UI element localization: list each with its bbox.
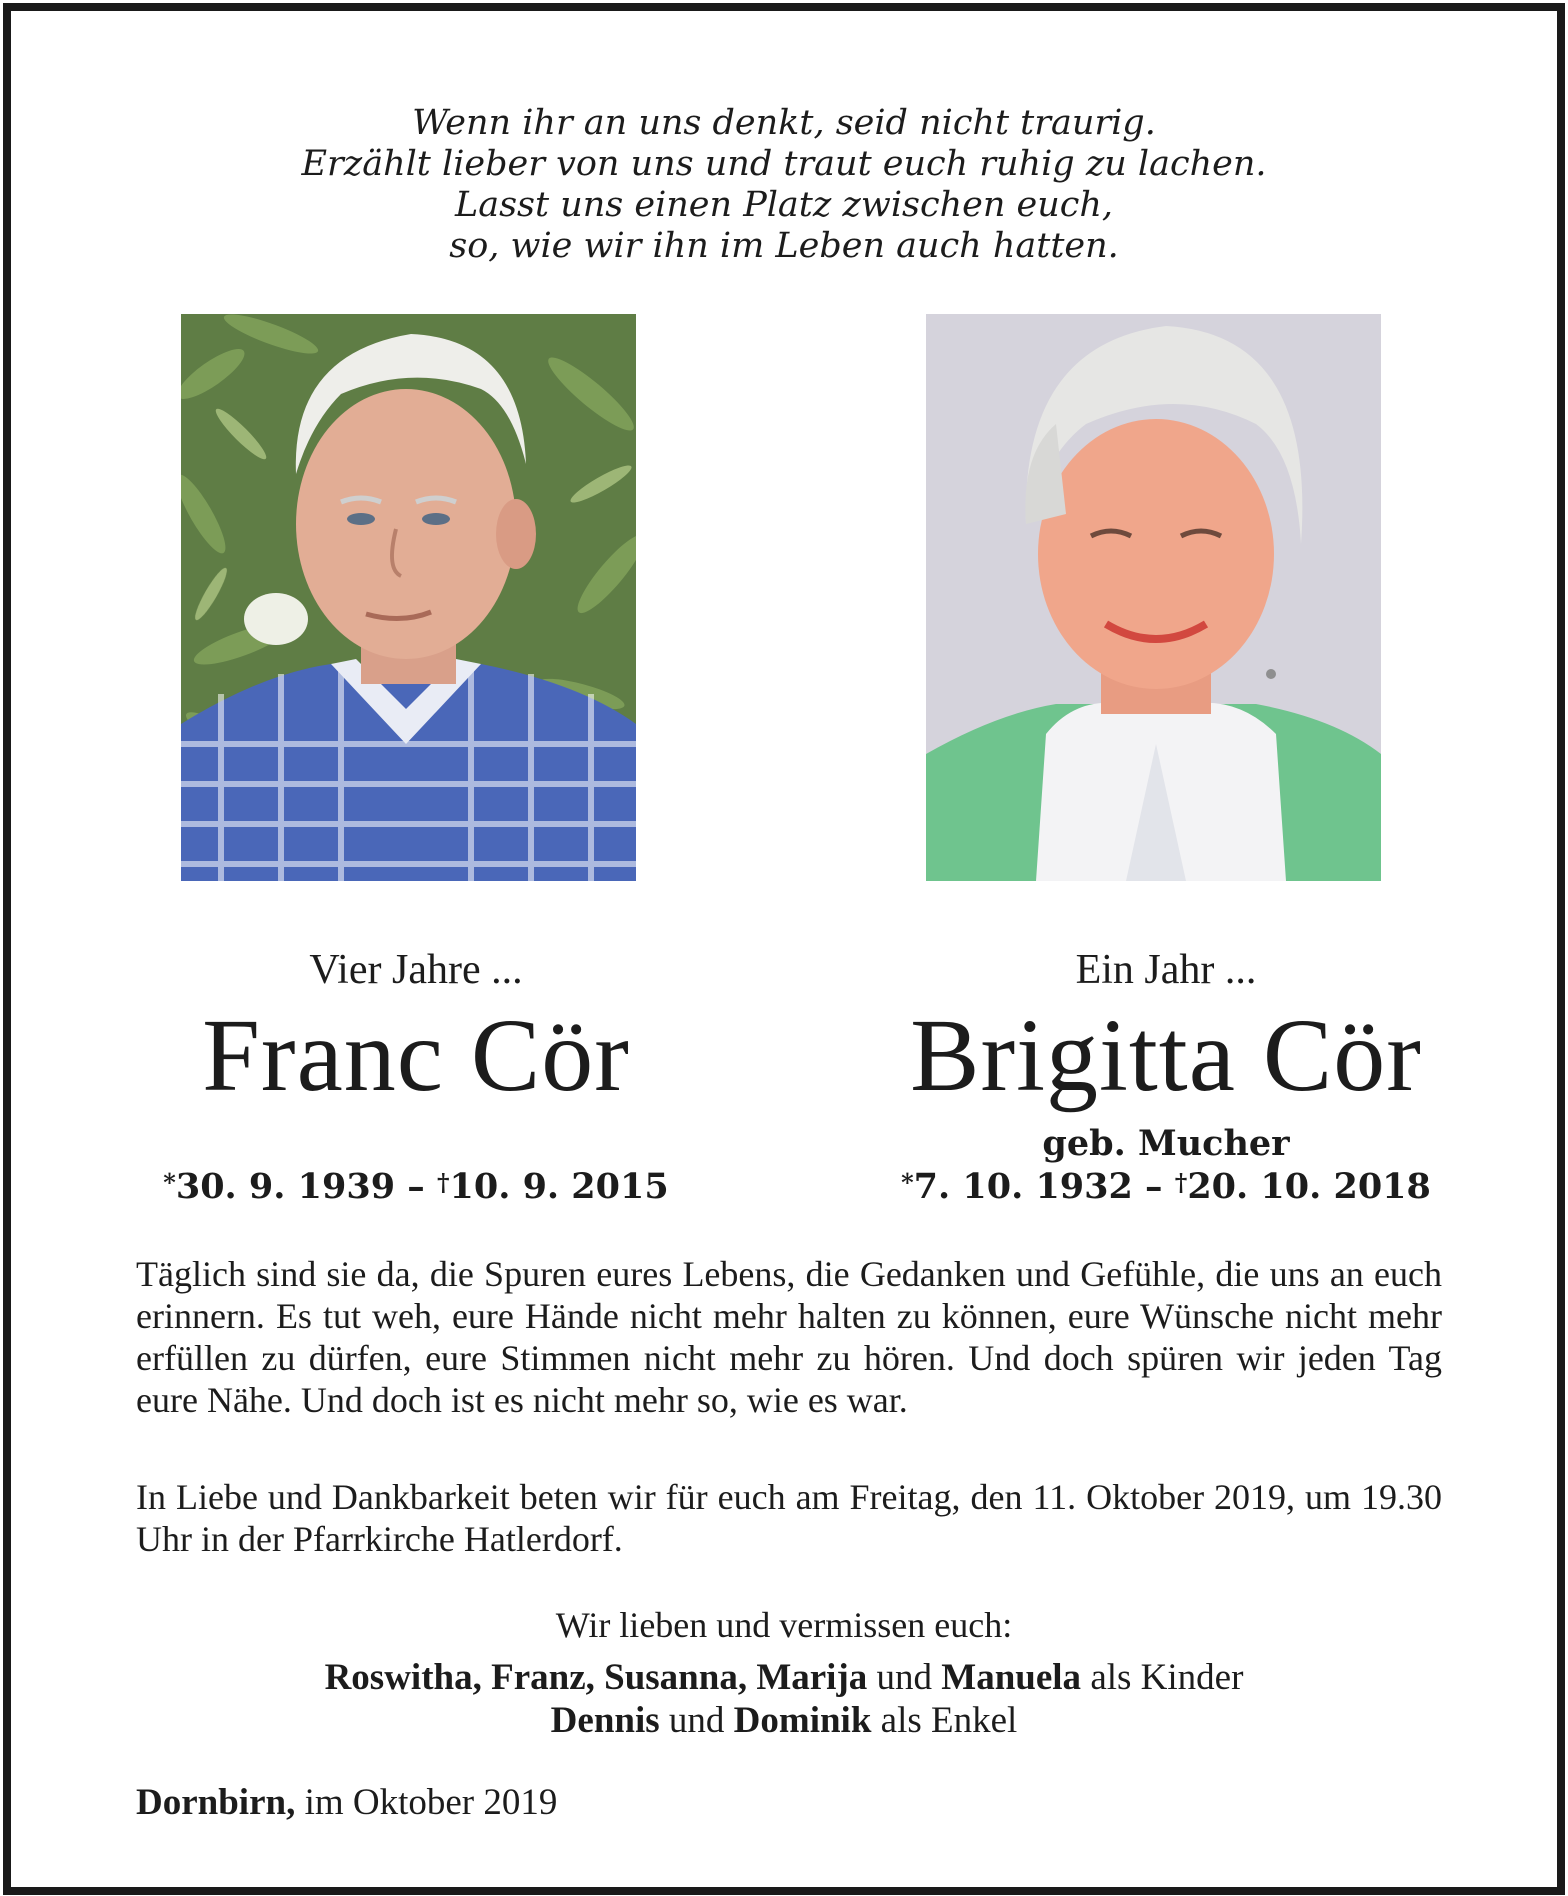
children-suffix: als Kinder	[1081, 1657, 1244, 1698]
grandchild-name: Dennis	[550, 1700, 660, 1741]
birth-mark: *	[163, 1168, 176, 1197]
birth-mark: *	[901, 1168, 914, 1197]
family-intro: Wir lieben und vermissen euch:	[555, 1605, 1013, 1645]
deceased-name-left: Franc Cör	[202, 998, 630, 1113]
issue-date: im Oktober 2019	[295, 1782, 558, 1823]
life-dates-right	[791, 1165, 1541, 1209]
memorial-paragraph: Täglich sind sie da, die Spuren eures Lebens, die Gedanken und Gefühle, die uns an euch erinnern. Es tut weh, eure Hände nicht mehr halten zu können, eure Wünsche nicht mehr erfüllen zu dürfen, eure Stimmen nicht mehr zu hören. Und doch spüren wir jeden Tag eure Nähe. Und doch ist es nicht mehr so, wie es war.	[136, 1254, 1442, 1420]
death-mark: †	[436, 1168, 450, 1197]
poem-line: so, wie wir ihn im Leben auch hatten.	[449, 226, 1119, 266]
birth-date: 30. 9. 1939	[175, 1166, 396, 1207]
mass-announcement: In Liebe und Dankbarkeit beten wir für euch am Freitag, den 11. Oktober 2019, um 19.30 Uhr in der Pfarrkirche Hatlerdorf.	[136, 1477, 1442, 1559]
portrait-photo-brigitta	[926, 314, 1381, 881]
anniversary-label-right: Ein Jahr ...	[1075, 947, 1257, 993]
child-name-last: Manuela	[941, 1657, 1082, 1698]
place-name: Dornbirn,	[136, 1782, 296, 1823]
anniversary-label-left: Vier Jahre ...	[309, 947, 523, 993]
obituary-page	[3, 3, 1565, 1895]
grandchild-name: Dominik	[733, 1700, 872, 1741]
conjunction: und	[659, 1700, 734, 1741]
life-dates-left	[71, 1165, 761, 1209]
conjunction: und	[867, 1657, 942, 1698]
maiden-name: geb. Mucher	[1042, 1123, 1290, 1164]
poem-line: Erzählt lieber von uns und traut euch ruhig zu lachen.	[301, 144, 1267, 184]
children-names: Roswitha, Franz, Susanna, Marija	[324, 1657, 868, 1698]
death-date: 20. 10. 2018	[1187, 1166, 1431, 1207]
grandchildren-suffix: als Enkel	[871, 1700, 1018, 1741]
birth-date: 7. 10. 1932	[913, 1166, 1133, 1207]
grandchildren-line	[11, 1699, 1557, 1743]
deceased-name-right: Brigitta Cör	[910, 998, 1422, 1113]
poem-line: Lasst uns einen Platz zwischen euch,	[454, 185, 1114, 225]
death-mark: †	[1174, 1168, 1188, 1197]
poem	[11, 103, 1557, 267]
date-dash: –	[395, 1166, 437, 1207]
date-dash: –	[1132, 1166, 1175, 1207]
portrait-photo-franc	[181, 314, 636, 881]
poem-line: Wenn ihr an uns denkt, seid nicht traurig.	[412, 103, 1156, 143]
place-date-line	[136, 1781, 557, 1825]
children-line	[11, 1656, 1557, 1700]
death-date: 10. 9. 2015	[449, 1166, 669, 1207]
